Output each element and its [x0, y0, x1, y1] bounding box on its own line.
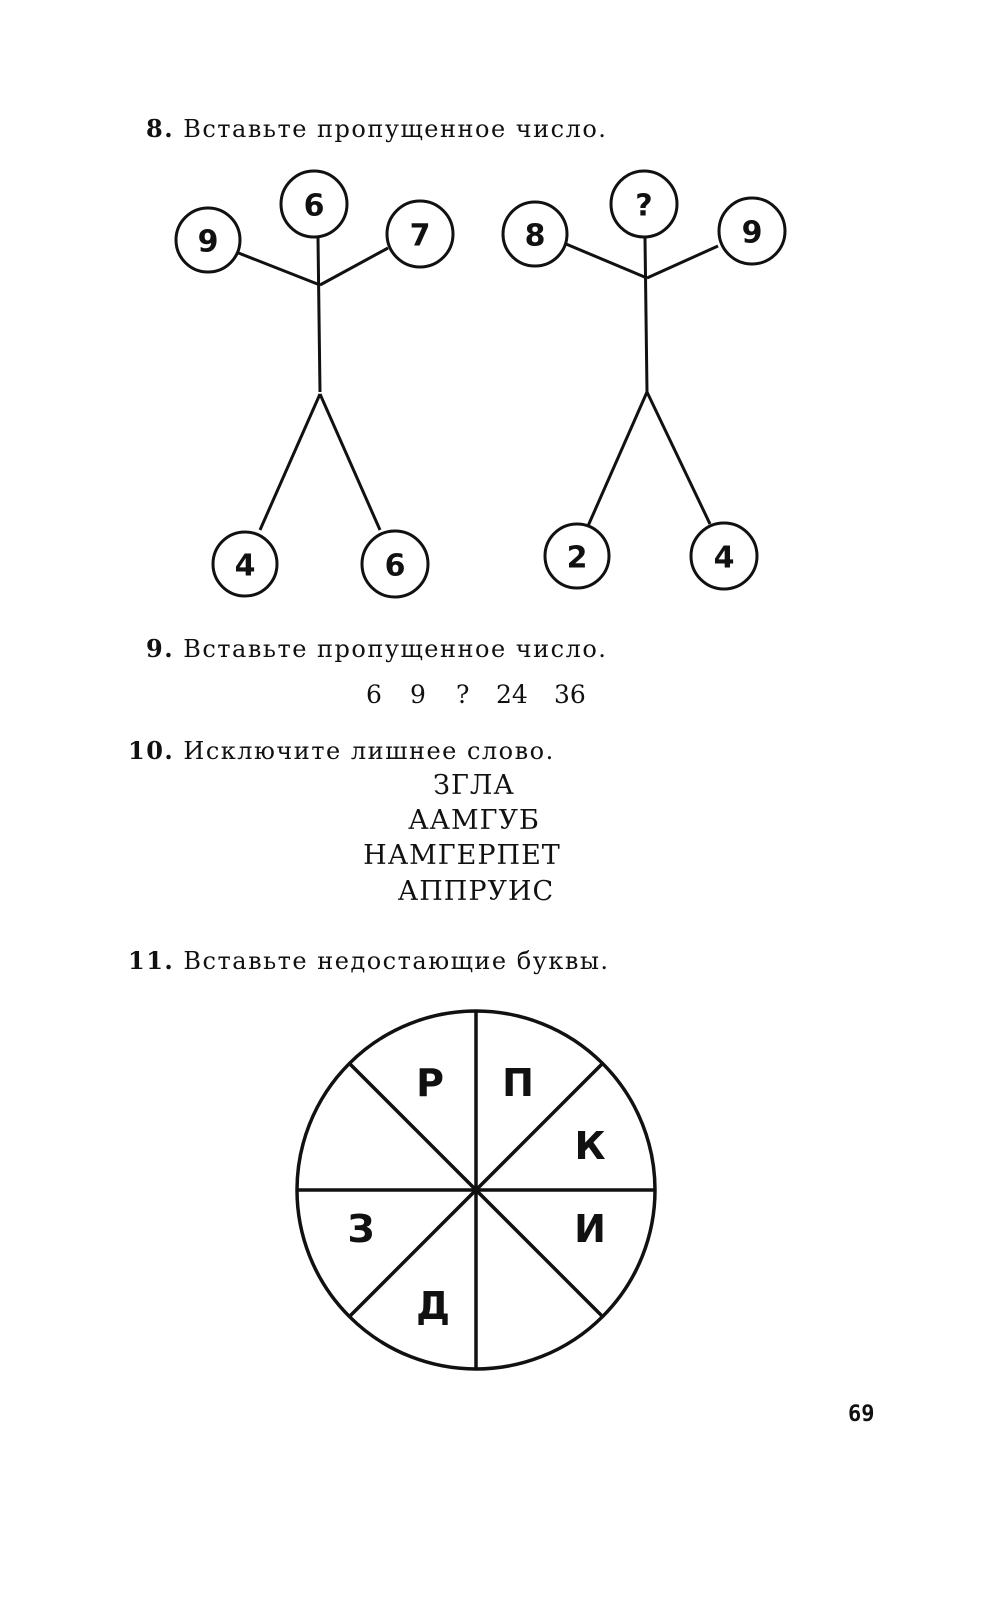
- question-8-number: 8.: [146, 114, 175, 143]
- sequence-item: 9: [410, 680, 426, 709]
- sequence-item: 36: [554, 680, 586, 709]
- wheel-letter-sector-5: Д: [416, 1284, 450, 1328]
- wheel-letter-sector-1: Р: [416, 1061, 444, 1105]
- figure-2-head-number: ?: [635, 188, 653, 224]
- wheel-letter-sector-2: П: [502, 1061, 534, 1105]
- question-9-text: Вставьте пропущенное число.: [183, 635, 608, 663]
- figure-2-left-hand-number: 8: [524, 218, 546, 254]
- sequence-item: 24: [496, 680, 528, 709]
- anagram-word-4: АППРУИС: [397, 876, 555, 907]
- figure-2-right-foot-number: 4: [713, 540, 735, 576]
- figure-1-right-hand-number: 7: [409, 218, 431, 254]
- anagram-word-2: ААМГУБ: [408, 805, 540, 836]
- figure-1-head-number: 6: [303, 188, 325, 224]
- page-number: 69: [848, 1402, 875, 1427]
- sequence-item: 6: [366, 680, 382, 709]
- letter-wheel: [297, 1011, 655, 1369]
- question-11-text: Вставьте недостающие буквы.: [183, 947, 610, 975]
- figure-1-right-foot-number: 6: [384, 548, 406, 584]
- question-9-heading: [146, 634, 607, 663]
- figure-2-left-foot-number: 2: [566, 540, 588, 576]
- question-10-number: 10.: [128, 736, 175, 765]
- wheel-letter-sector-3: К: [574, 1124, 606, 1168]
- sequence-item: ?: [456, 680, 470, 709]
- question-10-text: Исключите лишнее слово.: [183, 737, 555, 765]
- question-8-text: Вставьте пропущенное число.: [183, 115, 608, 143]
- number-sequence: [366, 680, 586, 709]
- question-11-heading: [128, 946, 610, 975]
- question-10-heading: [128, 736, 555, 765]
- anagram-word-1: ЗГЛА: [433, 770, 515, 801]
- anagram-word-3: НАМГЕРПЕТ: [363, 840, 561, 871]
- question-11-number: 11.: [128, 946, 175, 975]
- figure-2-right-hand-number: 9: [741, 215, 763, 251]
- wheel-letter-sector-6: З: [347, 1207, 375, 1251]
- figure-1-left-foot-number: 4: [234, 548, 256, 584]
- figure-1-left-hand-number: 9: [197, 224, 219, 260]
- wheel-letter-sector-4: И: [574, 1207, 606, 1251]
- question-9-number: 9.: [146, 634, 175, 663]
